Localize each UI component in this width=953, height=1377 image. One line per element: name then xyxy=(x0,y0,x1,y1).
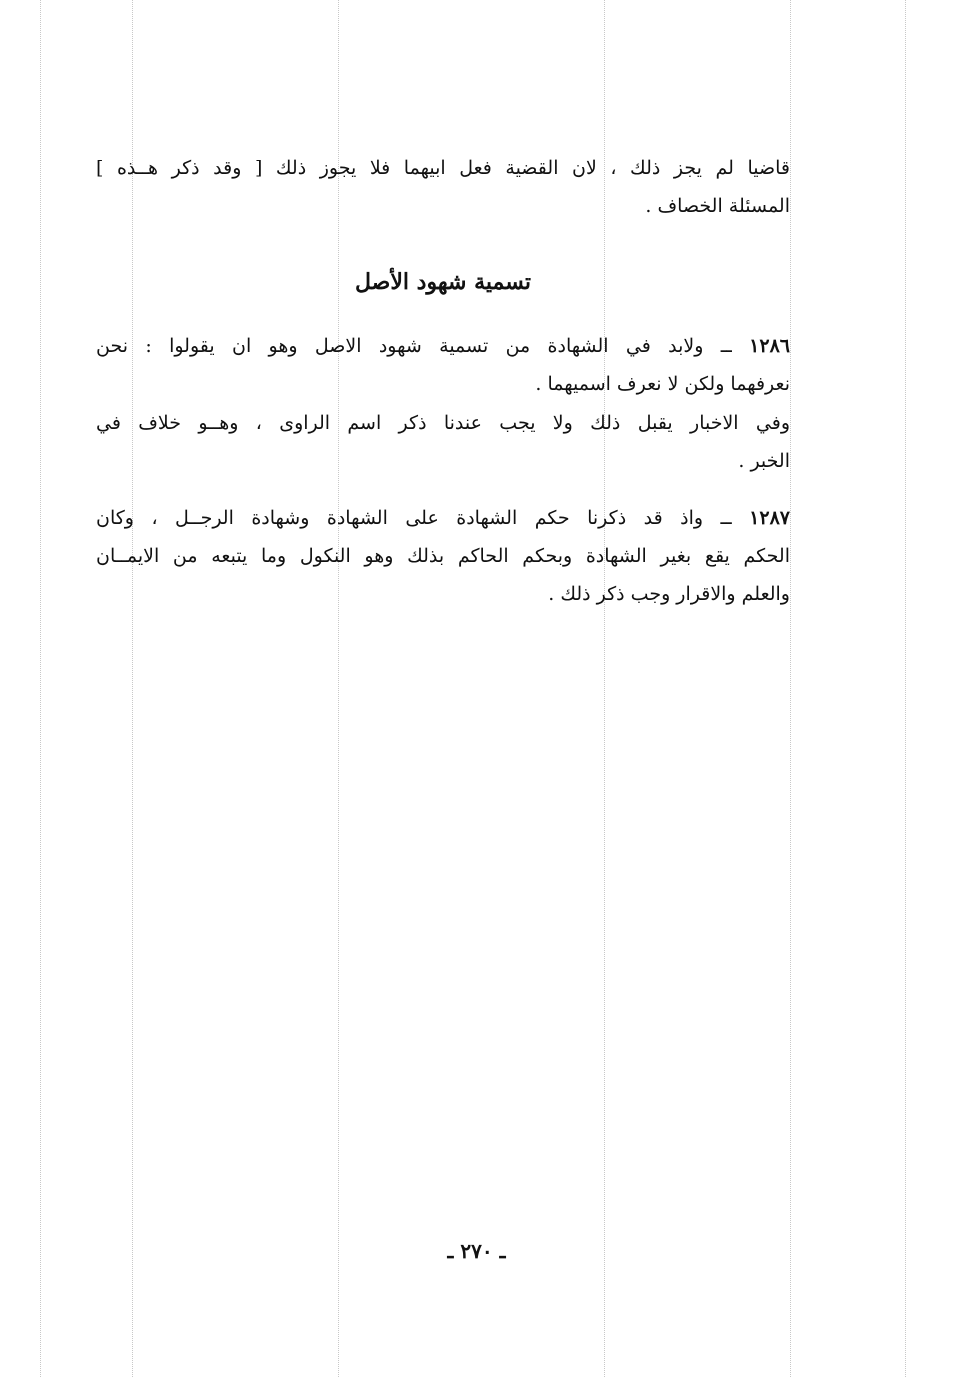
paragraph-number: ١٢٨٧ xyxy=(749,507,790,529)
paragraph-continuation xyxy=(96,149,790,225)
text-line: الخبر . xyxy=(738,450,790,472)
text-line xyxy=(96,499,790,537)
section-heading: تسمية شهود الأصل xyxy=(355,269,531,295)
paragraph-1286 xyxy=(96,327,790,403)
paragraph-1287 xyxy=(96,499,790,613)
text-line: نعرفهما ولكن لا نعرف اسميهما . xyxy=(535,373,790,395)
text-line xyxy=(96,327,790,365)
text-segment: ــ واذ قد ذكرنا حكم الشهادة على الشهادة وشهادة الرجــل ، وكان xyxy=(96,507,750,529)
text-line: والعلم والاقرار وجب ذكر ذلك . xyxy=(548,583,790,605)
text-line: الحكم يقع بغير الشهادة وبحكم الحاكم بذلك وهو النكول وما يتبعه من الايمــان xyxy=(96,545,790,567)
paragraph-number: ١٢٨٦ xyxy=(749,335,790,357)
paragraph-narration xyxy=(96,404,790,480)
text-line: المسئلة الخصاف . xyxy=(645,195,790,217)
text-line: قاضيا لم يجز ذلك ، لان القضية فعل ابيهما فلا يجوز ذلك [ وقد ذكر هــذه ] xyxy=(96,157,790,179)
page-number: ـ ٢٧٠ ـ xyxy=(447,1239,506,1263)
guide-line xyxy=(790,0,791,1377)
text-line: وفي الاخبار يقبل ذلك ولا يجب عندنا ذكر اسم الراوى ، وهــو خلاف في xyxy=(96,412,790,434)
guide-line xyxy=(905,0,906,1377)
guide-line xyxy=(40,0,41,1377)
text-segment: ــ ولابد في الشهادة من تسمية شهود الاصل وهو ان يقولوا : نحن xyxy=(96,335,750,357)
